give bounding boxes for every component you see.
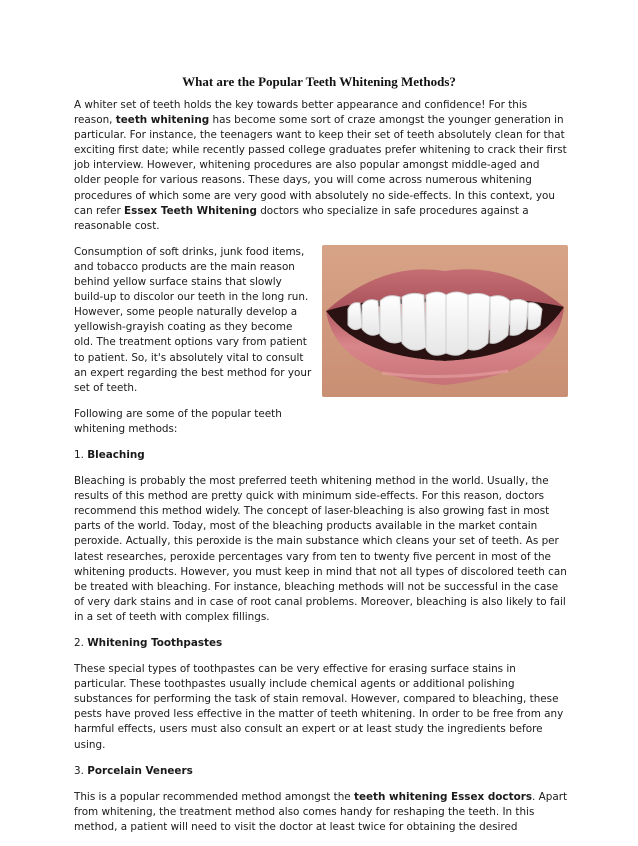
following-paragraph: Following are some of the popular teeth whitening methods:: [74, 407, 282, 435]
article-body: [74, 98, 568, 846]
section-heading-veneers: 3. Porcelain Veneers: [74, 764, 193, 777]
essex-teeth-whitening-keyword: Essex Teeth Whitening: [124, 204, 257, 217]
consumption-paragraph: Consumption of soft drinks, junk food items, and tobacco products are the main reason behind yellow surface stains that slowly build-up to discolor our teeth in the long run. However, some people naturally develop a yellowish-grayish coating as they become old. The treatment options vary from patient to patient. So, it's absolutely vital to consult an expert regarding the best method for your set of teeth.: [74, 245, 312, 394]
veneers-paragraph: This is a popular recommended method amongst the teeth whitening Essex doctors. Apart from whitening, the treatment method also comes handy for reshaping the teeth. In this method, a patient will need to visit the doctor at least twice for obtaining the desired: [74, 790, 568, 833]
section-heading-toothpastes: 2. Whitening Toothpastes: [74, 637, 223, 649]
article-title: What are the Popular Teeth Whitening Methods?: [182, 74, 456, 89]
smile-photo: [322, 245, 568, 397]
teeth-whitening-keyword: teeth whitening: [115, 114, 210, 127]
essex-doctors-keyword: teeth whitening Essex doctors: [354, 790, 533, 803]
section-heading-bleaching: 1. Bleaching: [74, 448, 145, 461]
toothpastes-paragraph: These special types of toothpastes can be very effective for erasing surface stains in particular. These toothpastes usually include chemical agents or additional polishing substances for performing the task of stain removal. However, compared to bleaching, these pests have proved less effective in the matter of teeth whitening. In order to be free from any harmful effects, users must also consult an expert or at least study the ingredients before using.: [74, 663, 564, 751]
bleaching-paragraph: Bleaching is probably the most preferred teeth whitening method in the world. Usually, the results of this method are pretty quick with minimum side-effects. For this reason, doctors recommend this method widely. The concept of laser-bleaching is also growing fast in most parts of the world. Today, most of the bleaching products available in the market contain peroxide. Actually, this peroxide is the main substance which cleans your set of teeth. As per latest researches, peroxide percentages vary from ten to twenty five percent in most of the whitening products. However, you must keep in mind that not all types of discolored teeth can be treated with bleaching. For instance, bleaching methods will not be successful in the case of very dark stains and in case of root canal problems. Moreover, bleaching is also likely to fail in a set of teeth with complex fillings.: [74, 475, 567, 623]
intro-paragraph: A whiter set of teeth holds the key towards better appearance and confidence! For this reason, teeth whitening has become some sort of craze amongst the younger generation in particular. For instance, the teenagers want to keep their set of teeth absolutely clean for that exciting first date; while recently passed college graduates prefer whitening to crack their first job interview. However, whitening procedures are also popular amongst middle-aged and older people for various reasons. These days, you will come across numerous whitening procedures of which some are very good with absolutely no side-effects. In this context, you can refer Essex Teeth Whitening doctors who specialize in safe procedures against a reasonable cost.: [74, 99, 567, 232]
